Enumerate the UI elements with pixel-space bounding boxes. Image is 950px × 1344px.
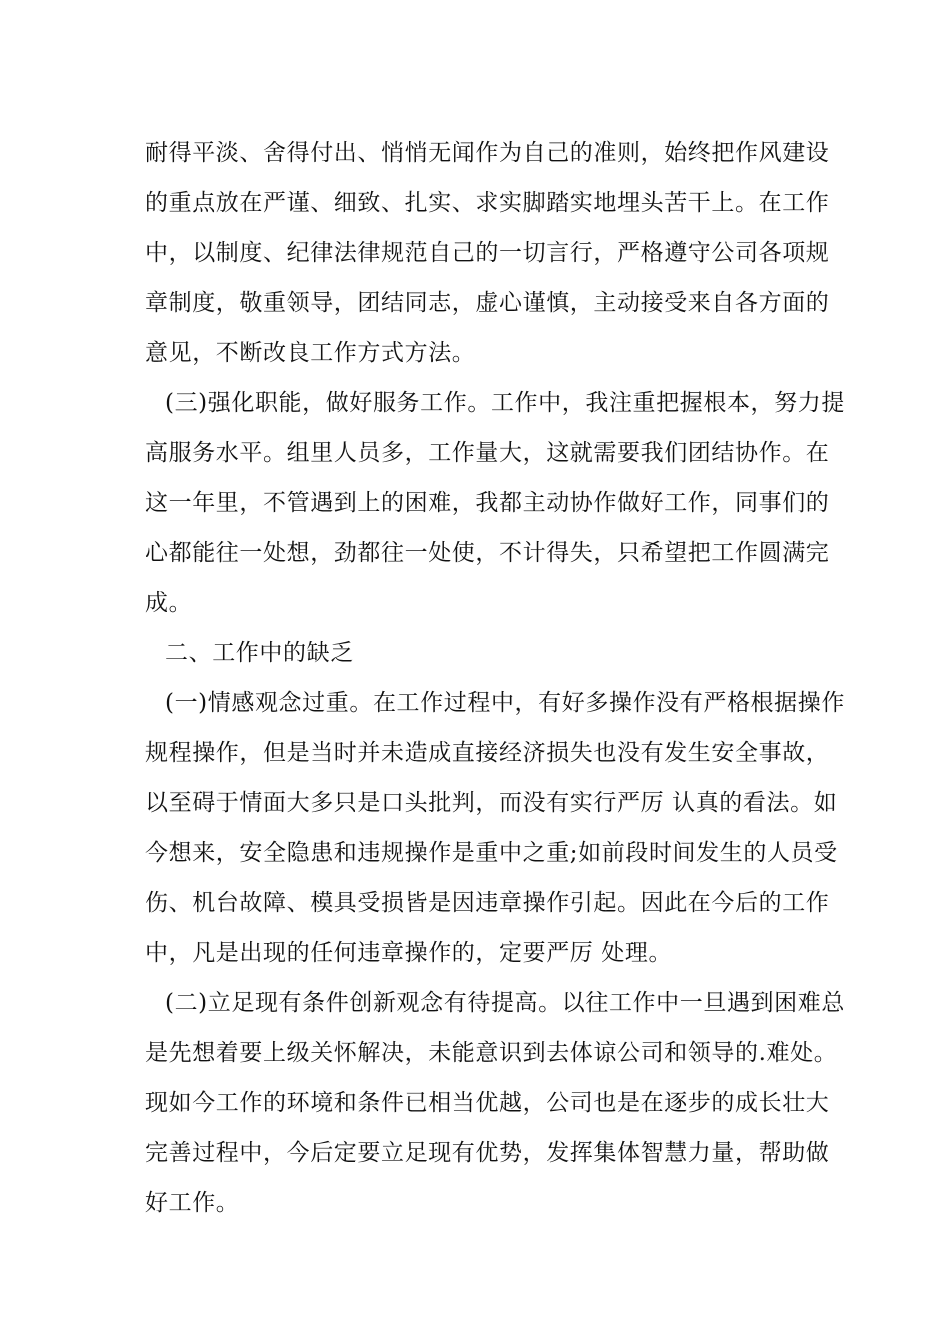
text-line: 心都能往一处想，劲都往一处使，不计得失，只希望把工作圆满完 bbox=[145, 540, 830, 566]
text-line: 今想来，安全隐患和违规操作是重中之重;如前段时间发生的人员受 bbox=[145, 840, 838, 866]
section-heading: 二、工作中的缺乏 bbox=[165, 640, 354, 666]
paragraph-start-line: (一)情感观念过重。在工作过程中，有好多操作没有严格根据操作 bbox=[165, 690, 845, 716]
text-line: 以至碍于情面大多只是口头批判，而没有实行严厉 认真的看法。如 bbox=[145, 790, 838, 816]
text-line: 中，以制度、纪律法律规范自己的一切言行，严格遵守公司各项规 bbox=[145, 240, 830, 266]
text-line: 这一年里，不管遇到上的困难，我都主动协作做好工作，同事们的 bbox=[145, 490, 830, 516]
text-line: 成。 bbox=[145, 590, 193, 616]
text-line: 完善过程中，今后定要立足现有优势，发挥集体智慧力量，帮助做 bbox=[145, 1140, 830, 1166]
text-line: 中，凡是出现的任何违章操作的，定要严厉 处理。 bbox=[145, 940, 673, 966]
document-body bbox=[145, 128, 845, 1228]
text-line: 意见，不断改良工作方式方法。 bbox=[145, 340, 476, 366]
paragraph-start-line: (二)立足现有条件创新观念有待提高。以往工作中一旦遇到困难总 bbox=[165, 990, 845, 1016]
text-line: 高服务水平。组里人员多，工作量大，这就需要我们团结协作。在 bbox=[145, 440, 830, 466]
text-line: 规程操作，但是当时并未造成直接经济损失也没有发生安全事故， bbox=[145, 740, 830, 766]
text-line: 是先想着要上级关怀解决，未能意识到去体谅公司和领导的.难处。 bbox=[145, 1040, 838, 1066]
text-line: 伤、机台故障、模具受损皆是因违章操作引起。因此在今后的工作 bbox=[145, 890, 830, 916]
paragraph-start-line: (三)强化职能，做好服务工作。工作中，我注重把握根本，努力提 bbox=[165, 390, 845, 416]
text-line: 章制度，敬重领导，团结同志，虚心谨慎，主动接受来自各方面的 bbox=[145, 290, 830, 316]
text-line: 的重点放在严谨、细致、扎实、求实脚踏实地埋头苦干上。在工作 bbox=[145, 190, 830, 216]
text-line: 好工作。 bbox=[145, 1190, 240, 1216]
text-line: 现如今工作的环境和条件已相当优越，公司也是在逐步的成长壮大 bbox=[145, 1090, 830, 1116]
text-line: 耐得平淡、舍得付出、悄悄无闻作为自己的准则，始终把作风建设 bbox=[145, 140, 830, 166]
